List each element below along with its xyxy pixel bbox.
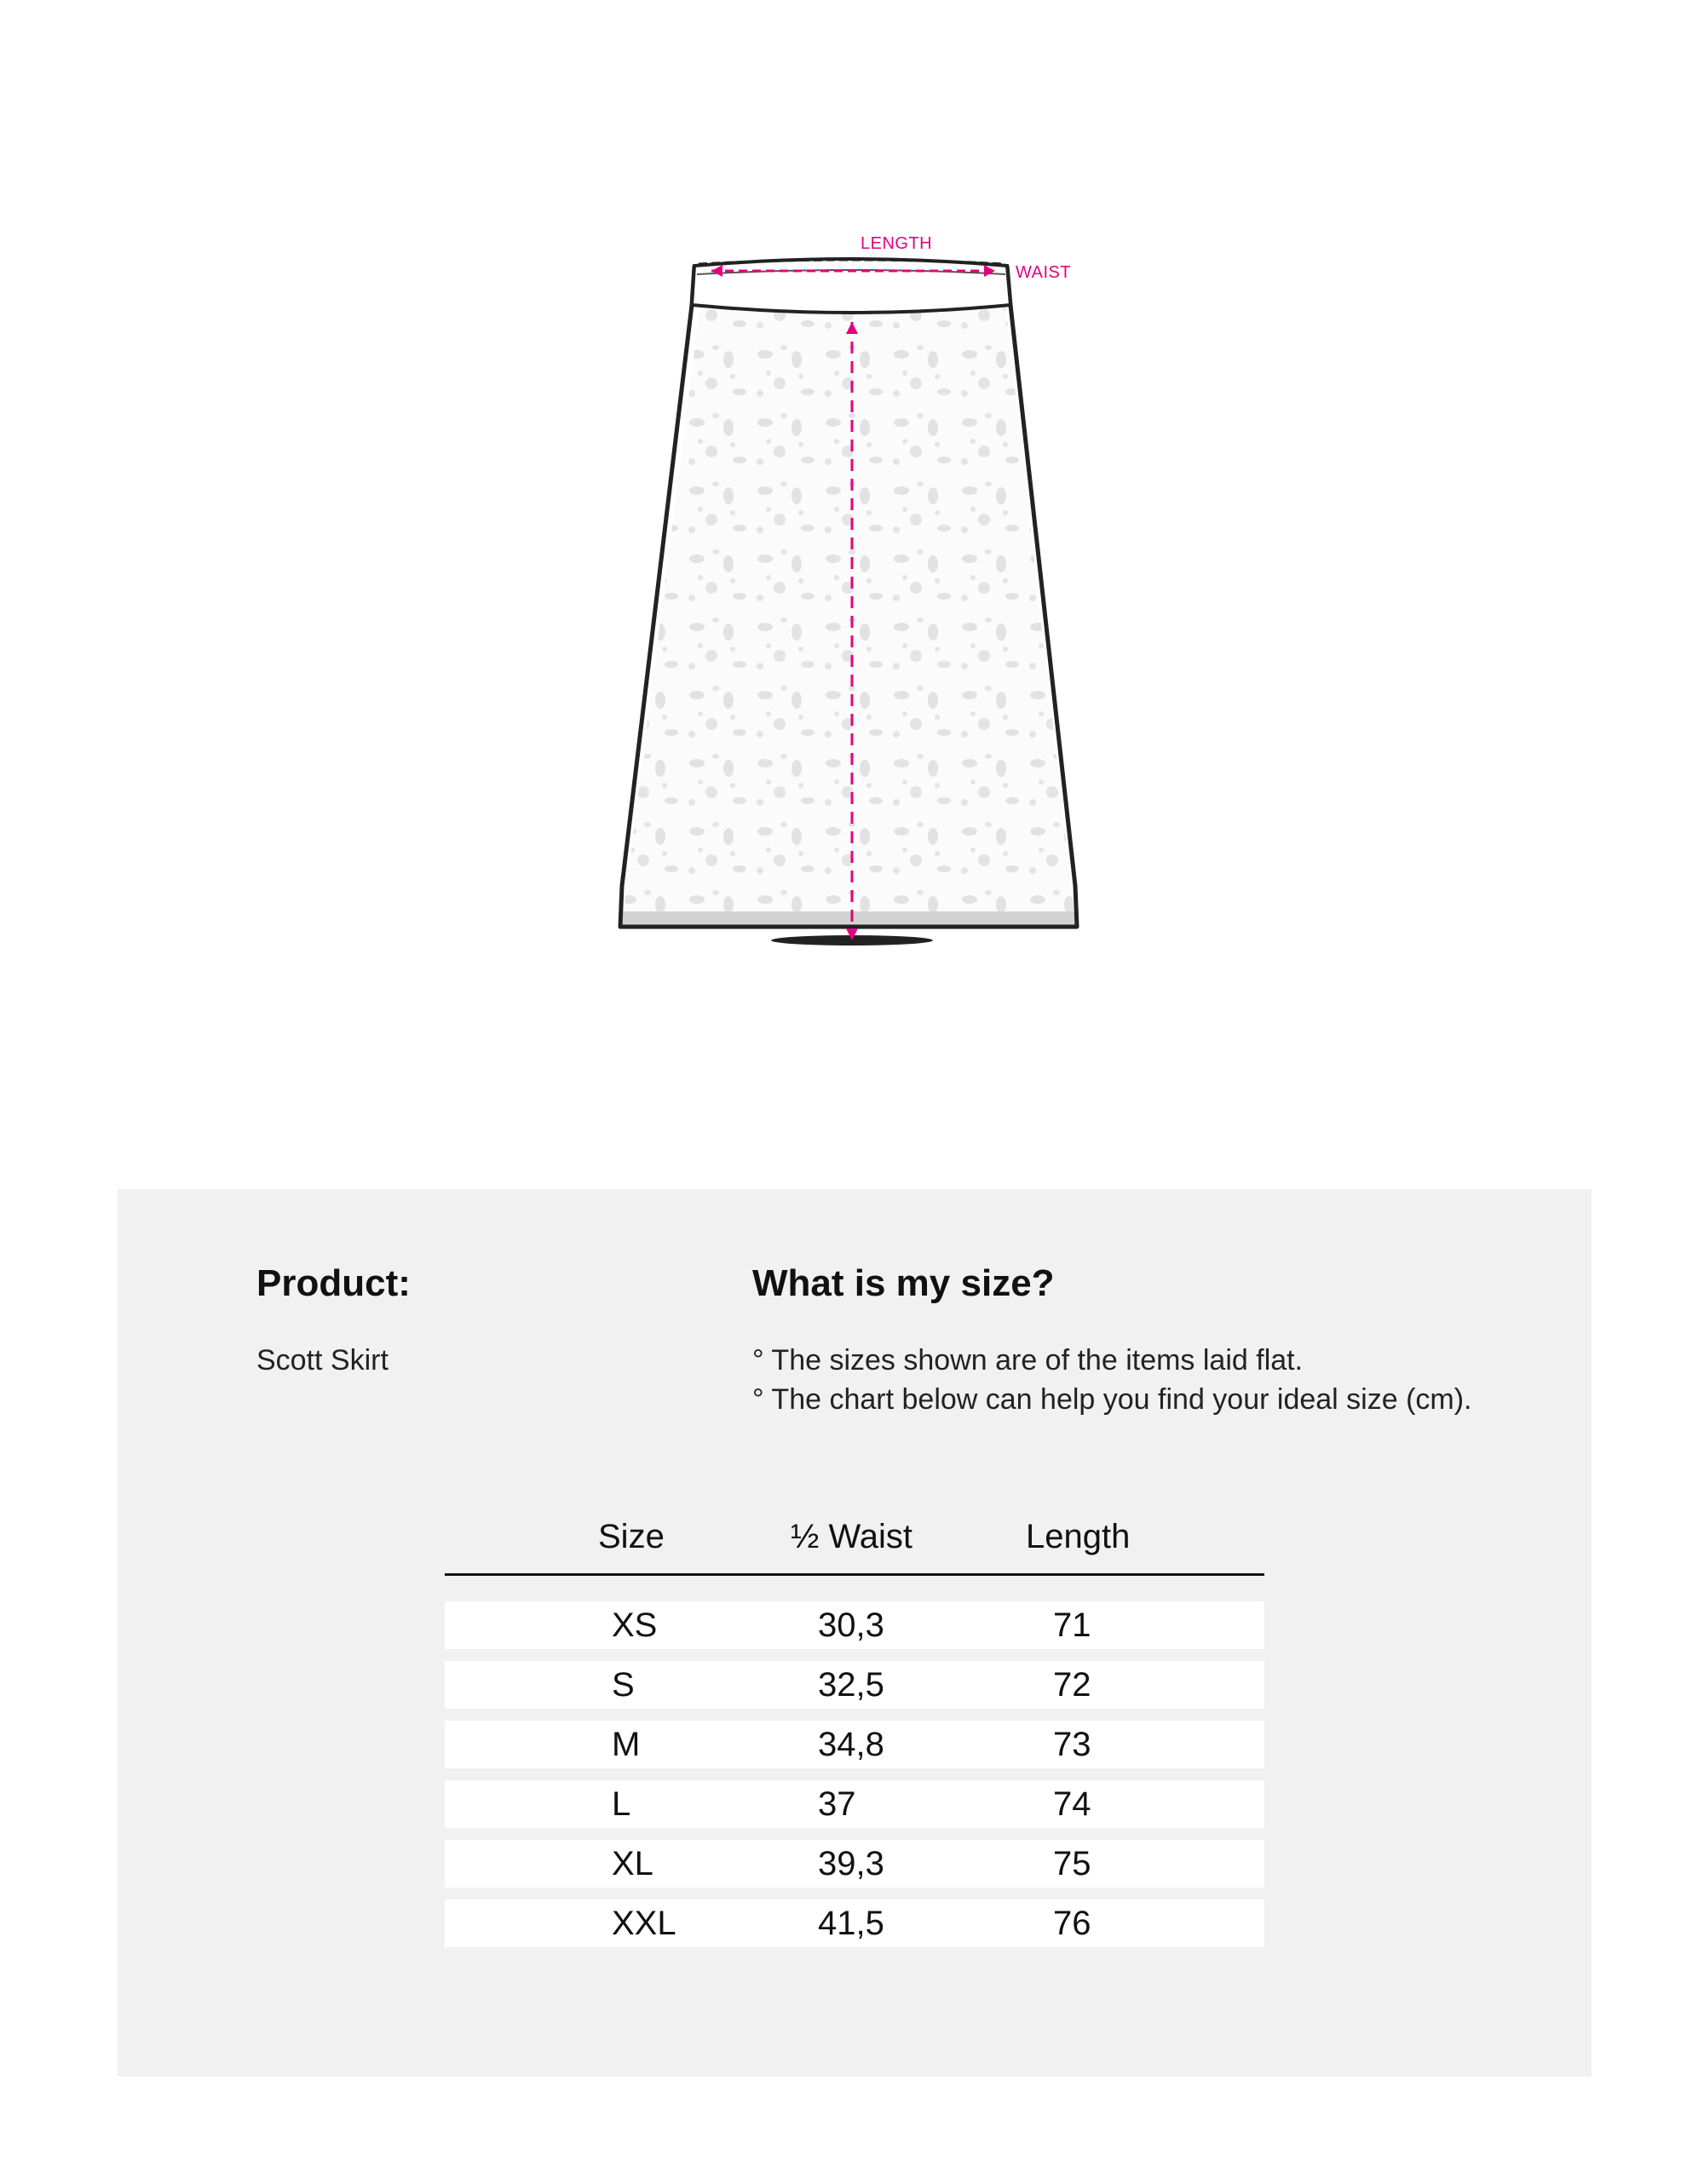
product-heading: Product:: [256, 1262, 411, 1304]
header-divider: [445, 1573, 1264, 1576]
table-row: [445, 1900, 1264, 1947]
cell-size: XL: [612, 1845, 653, 1882]
cell-half-waist: 41,5: [818, 1905, 884, 1942]
cell-length: 75: [1053, 1845, 1091, 1882]
cell-size: XS: [612, 1606, 658, 1644]
column-header-half-waist: ½ Waist: [791, 1518, 912, 1555]
cell-size: XXL: [612, 1905, 676, 1942]
cell-length: 72: [1053, 1666, 1091, 1704]
cell-half-waist: 32,5: [818, 1666, 884, 1704]
product-name: Scott Skirt: [256, 1344, 389, 1376]
cell-length: 73: [1053, 1726, 1091, 1763]
cell-length: 76: [1053, 1905, 1091, 1942]
table-row: [445, 1840, 1264, 1888]
cell-length: 74: [1053, 1785, 1091, 1823]
table-row: [445, 1601, 1264, 1649]
cell-size: S: [612, 1666, 635, 1704]
cell-half-waist: 37: [818, 1785, 856, 1823]
length-label: LENGTH: [861, 234, 933, 253]
size-note-1: ° The sizes shown are of the items laid flat.: [752, 1344, 1304, 1376]
skirt-diagram: [0, 0, 1704, 1022]
cell-size: M: [612, 1726, 641, 1763]
table-row: [445, 1780, 1264, 1828]
table-row: [445, 1721, 1264, 1768]
column-header-length: Length: [1026, 1518, 1131, 1555]
size-note-2: ° The chart below can help you find your ideal size (cm).: [752, 1383, 1472, 1416]
cell-size: L: [612, 1785, 631, 1823]
cell-half-waist: 39,3: [818, 1845, 884, 1882]
cell-length: 71: [1053, 1606, 1091, 1644]
table-row: [445, 1661, 1264, 1709]
skirt-body: [620, 259, 1077, 945]
waist-label: WAIST: [1016, 263, 1072, 282]
size-heading: What is my size?: [752, 1262, 1055, 1304]
cell-half-waist: 34,8: [818, 1726, 884, 1763]
cell-half-waist: 30,3: [818, 1606, 884, 1644]
column-header-size: Size: [598, 1518, 665, 1555]
